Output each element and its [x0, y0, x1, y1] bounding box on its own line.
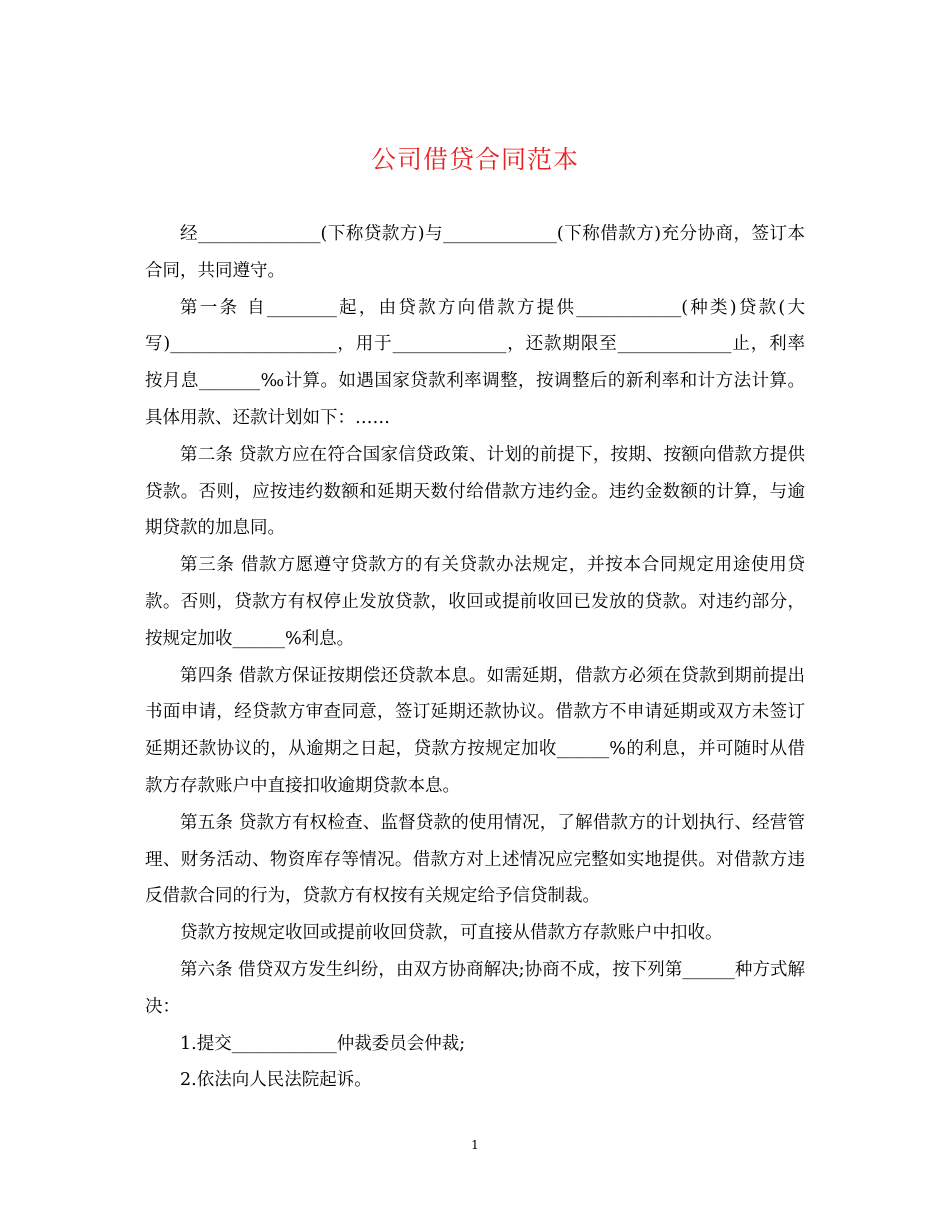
document-body [145, 216, 805, 1099]
list-item-lawsuit: 2.依法向人民法院起诉。 [180, 1070, 372, 1091]
paragraph-article-1: 第一条 自________起，由贷款方向借款方提供____________(种类)贷款(大写)___________________，用于_____________，还款期限至_____________止，利率按月息_______‰计算。如遇国家贷款利率调整，按调整后的新利率和计方法计算。具体用款、还款计划如下：…… [145, 297, 805, 428]
paragraph-article-5: 第五条 贷款方有权检查、监督贷款的使用情况，了解借款方的计划执行、经营管理、财务活动、物资库存等情况。借款方对上述情况应完整如实地提供。对借款方违反借款合同的行为，贷款方有权按有关规定给予信贷制裁。 [145, 812, 805, 907]
paragraph-article-2: 第二条 贷款方应在符合国家信贷政策、计划的前提下，按期、按额向借款方提供贷款。否则，应按违约数额和延期天数付给借款方违约金。违约金数额的计算，与逾期贷款的加息同。 [145, 444, 805, 539]
paragraph-intro: 经______________(下称贷款方)与_____________(下称借款方)充分协商，签订本合同，共同遵守。 [145, 224, 805, 281]
paragraph-article-6: 第六条 借贷双方发生纠纷，由双方协商解决;协商不成，按下列第______种方式解决： [145, 959, 805, 1017]
document-title: 公司借贷合同范本 [370, 145, 579, 174]
paragraph-article-4: 第四条 借款方保证按期偿还贷款本息。如需延期，借款方必须在贷款到期前提出书面申请，经贷款方审查同意，签订延期还款协议。借款方不申请延期或双方未签订延期还款协议的，从逾期之日起，贷款方按规定加收______%的利息，并可随时从借款方存款账户中直接扣收逾期贷款本息。 [145, 665, 805, 796]
list-item-arbitration: 1.提交____________仲裁委员会仲裁; [180, 1033, 466, 1054]
page-number: 1 [471, 1138, 479, 1152]
paragraph-article-3: 第三条 借款方愿遵守贷款方的有关贷款办法规定，并按本合同规定用途使用贷款。否则，贷款方有权停止发放贷款，收回或提前收回已发放的贷款。对违约部分，按规定加收______%利息。 [145, 555, 805, 649]
paragraph-article-5-supplement: 贷款方按规定收回或提前收回贷款，可直接从借款方存款账户中扣收。 [180, 923, 723, 944]
